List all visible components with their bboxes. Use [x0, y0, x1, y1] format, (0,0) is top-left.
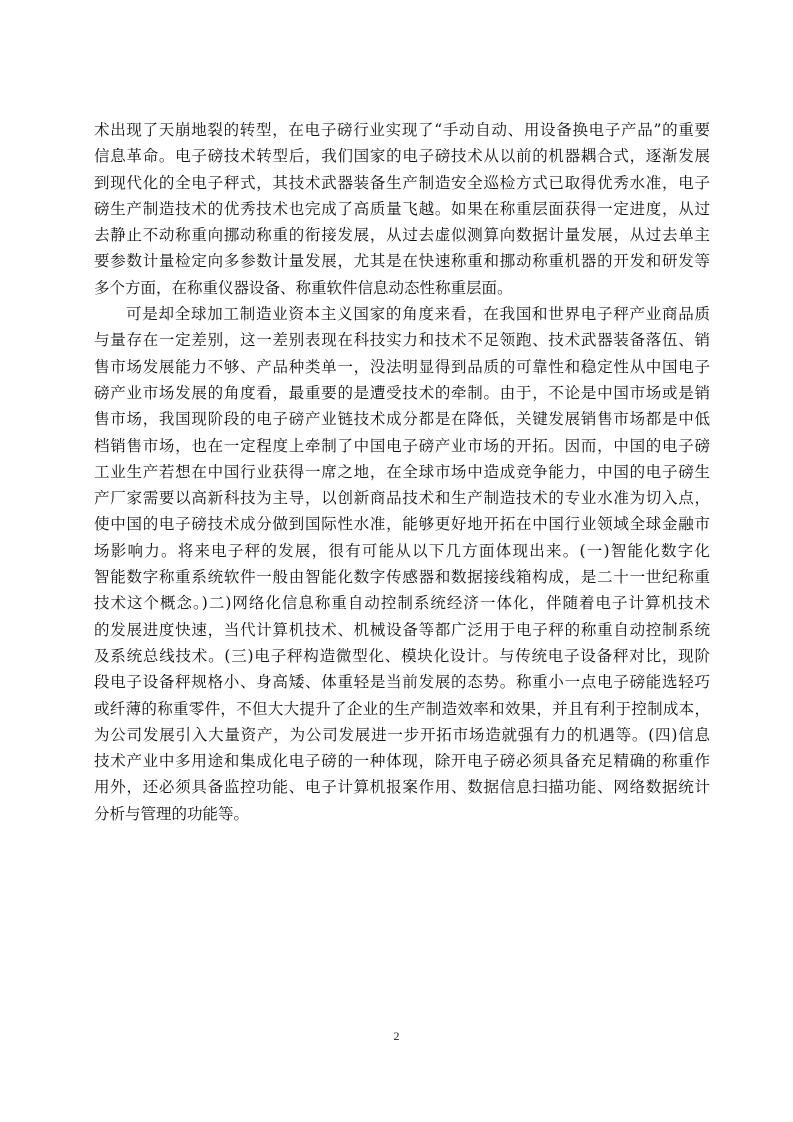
paragraph-2: [94, 301, 710, 827]
text-line: 段电子设备秤规格小、身高矮、体重轻是当前发展的态势。称重小一点电子磅能选轻巧: [94, 673, 710, 692]
text-line: 工业生产若想在中国行业获得一席之地，在全球市场中造成竞争能力，中国的电子磅生: [94, 462, 710, 481]
text-line: 分析与管理的功能等。: [94, 804, 250, 823]
text-line: 与量存在一定差别，这一差别表现在科技实力和技术不足领跑、技术武器装备落伍、销: [94, 331, 710, 350]
text-line: 术出现了天崩地裂的转型，在电子磅行业实现了“手动自动、用设备换电子产品”的重要: [94, 121, 710, 139]
text-line: 的发展进度快速，当代计算机技术、机械设备等都广泛用于电子秤的称重自动控制系统: [94, 620, 710, 639]
text-line: 为公司发展引入大量资产，为公司发展进一步开拓市场造就强有力的机遇等。(四)信息: [94, 725, 710, 744]
text-line: 信息革命。电子磅技术转型后，我们国家的电子磅技术从以前的机器耦合式，逐渐发展: [94, 147, 710, 166]
text-line: 磅生产制造技术的优秀技术也完成了高质量飞越。如果在称重层面获得一定进度，从过: [94, 199, 710, 218]
text-line: 到现代化的全电子秤式，其技术武器装备生产制造安全巡检方式已取得优秀水准，电子: [94, 173, 710, 192]
text-line: 及系统总线技术。(三)电子秤构造微型化、模块化设计。与传统电子设备秤对比，现阶: [94, 646, 710, 665]
text-line: 或纤薄的称重零件，不但大大提升了企业的生产制造效率和效果，并且有利于控制成本，: [94, 699, 710, 718]
text-line: 用外，还必须具备监控功能、电子计算机报案作用、数据信息扫描功能、网络数据统计: [94, 778, 710, 797]
text-line: 档销售市场，也在一定程度上牵制了中国电子磅产业市场的开拓。因而，中国的电子磅: [94, 436, 710, 455]
text-line: 技术产业中多用途和集成化电子磅的一种体现，除开电子磅必须具备充足精确的称重作: [94, 752, 710, 771]
text-line: 售市场，我国现阶段的电子磅产业链技术成分都是在降低，关键发展销售市场都是中低: [94, 410, 710, 429]
body-text: [94, 117, 710, 827]
text-line: 售市场发展能力不够、产品种类单一，没法明显得到品质的可靠性和稳定性从中国电子: [94, 357, 710, 376]
text-line: 技术这个概念。)二)网络化信息称重自动控制系统经济一体化，伴随着电子计算机技术: [94, 594, 710, 613]
text-line: 要参数计量检定向多参数计量发展，尤其是在快速称重和挪动称重机器的开发和研发等: [94, 252, 710, 271]
text-line: 使中国的电子磅技术成分做到国际性水准，能够更好地开拓在中国行业领域全球金融市: [94, 515, 710, 534]
text-line: 多个方面，在称重仪器设备、称重软件信息动态性称重层面。: [94, 278, 513, 297]
page-number: 2: [393, 1029, 400, 1043]
text-line: 去静止不动称重向挪动称重的衔接发展，从过去虚似测算向数据计量发展，从过去单主: [94, 226, 710, 245]
text-line: 磅产业市场发展的角度看，最重要的是遭受技术的牵制。由于，不论是中国市场或是销: [94, 383, 710, 402]
text-line: 智能数字称重系统软件一般由智能化数字传感器和数据接线箱构成，是二十一世纪称重: [94, 568, 710, 587]
text-line: 可是却全球加工制造业资本主义国家的角度来看，在我国和世界电子秤产业商品质: [126, 305, 710, 324]
text-line: 场影响力。将来电子秤的发展，很有可能从以下几方面体现出来。(一)智能化数字化: [94, 541, 710, 560]
text-line: 产厂家需要以高新科技为主导，以创新商品技术和生产制造技术的专业水准为切入点，: [94, 489, 710, 508]
paragraph-1: [94, 117, 710, 301]
